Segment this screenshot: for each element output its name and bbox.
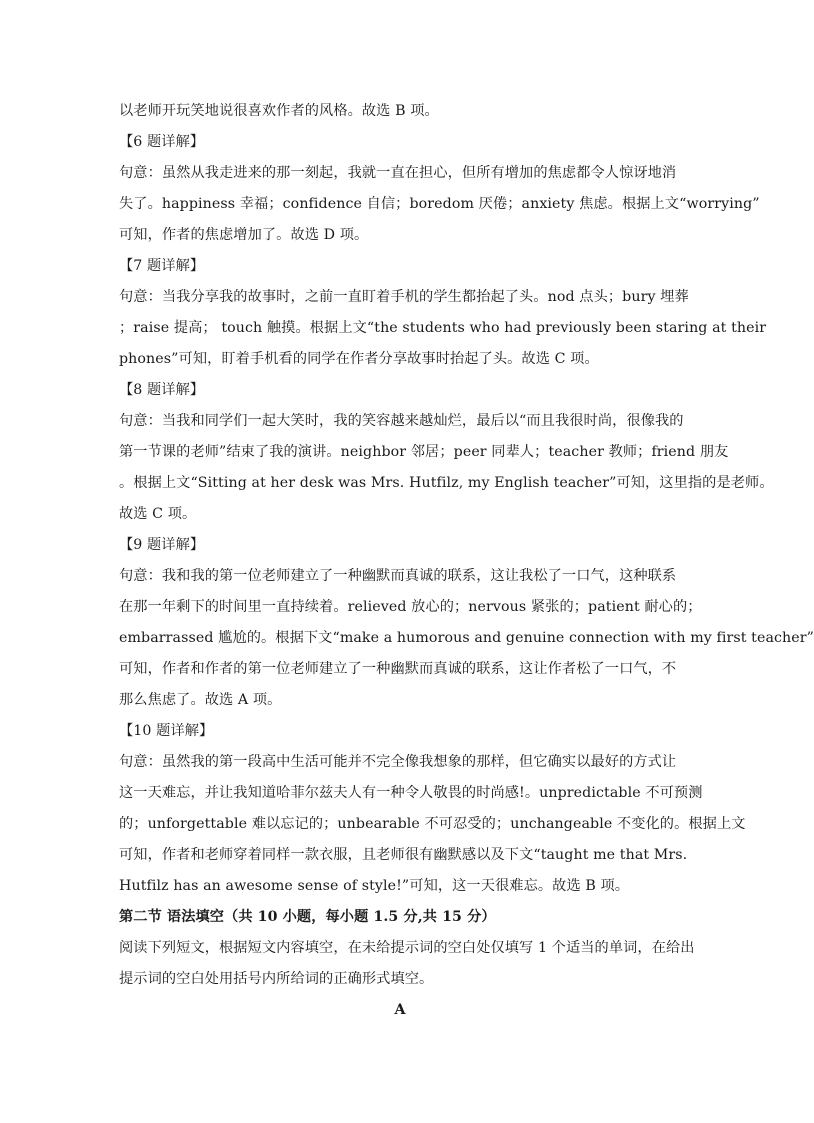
text-line: 。根据上文“Sitting at her desk was Mrs. Hutfilz, my English teacher”可知，这里指的是老师。 bbox=[119, 475, 774, 491]
passage-label: A bbox=[394, 1002, 406, 1018]
text-line: 故选 C 项。 bbox=[119, 506, 197, 522]
instruction-line: 提示词的空白处用括号内所给词的正确形式填空。 bbox=[119, 971, 434, 987]
instruction-line: 阅读下列短文，根据短文内容填空，在未给提示词的空白处仅填写 1 个适当的单词，在给出 bbox=[119, 940, 695, 956]
text-line: 句意：当我分享我的故事时，之前一直盯着手机的学生都抬起了头。nod 点头；bury 埋葬 bbox=[119, 289, 689, 305]
document-page bbox=[119, 96, 814, 1026]
text-line: 可知，作者和老师穿着同样一款衣服，且老师很有幽默感以及下文“taught me that Mrs. bbox=[119, 847, 688, 863]
text-line: 那么焦虑了。故选 A 项。 bbox=[119, 692, 282, 708]
text-line: 句意：我和我的第一位老师建立了一种幽默而真诚的联系，这让我松了一口气，这种联系 bbox=[119, 568, 677, 584]
text-line: 句意：虽然从我走进来的那一刻起，我就一直在担心，但所有增加的焦虑都令人惊讶地消 bbox=[119, 165, 677, 181]
section-heading: 【8 题详解】 bbox=[119, 382, 205, 398]
text-line: embarrassed 尴尬的。根据下文“make a humorous and genuine connection with my first teacher” bbox=[119, 630, 814, 646]
section-heading: 【9 题详解】 bbox=[119, 537, 205, 553]
text-line: 可知，作者和作者的第一位老师建立了一种幽默而真诚的联系，这让作者松了一口气，不 bbox=[119, 661, 677, 677]
text-line: Hutfilz has an awesome sense of style!”可知，这一天很难忘。故选 B 项。 bbox=[119, 878, 630, 894]
text-line: 失了。happiness 幸福；confidence 自信；boredom 厌倦；anxiety 焦虑。根据上文“worrying” bbox=[119, 196, 760, 212]
text-line: 句意：虽然我的第一段高中生活可能并不完全像我想象的那样，但它确实以最好的方式让 bbox=[119, 754, 677, 770]
section-heading: 【7 题详解】 bbox=[119, 258, 205, 274]
text-line: ；raise 提高； touch 触摸。根据上文“the students who had previously been staring at their bbox=[119, 320, 767, 336]
text-line: 这一天难忘，并让我知道哈菲尔兹夫人有一种令人敬畏的时尚感!。unpredictable 不可预测 bbox=[119, 785, 703, 801]
text-line: 以老师开玩笑地说很喜欢作者的风格。故选 B 项。 bbox=[119, 103, 439, 119]
text-line: 的；unforgettable 难以忘记的；unbearable 不可忍受的；unchangeable 不变化的。根据上文 bbox=[119, 816, 746, 832]
section-heading: 【6 题详解】 bbox=[119, 134, 205, 150]
text-line: 在那一年剩下的时间里一直持续着。relieved 放心的；nervous 紧张的；patient 耐心的； bbox=[119, 599, 702, 615]
text-line: 可知，作者的焦虑增加了。故选 D 项。 bbox=[119, 227, 369, 243]
part-heading: 第二节 语法填空（共 10 小题，每小题 1.5 分,共 15 分） bbox=[119, 909, 496, 925]
text-line: 句意：当我和同学们一起大笑时，我的笑容越来越灿烂，最后以“而且我很时尚，很像我的 bbox=[119, 413, 684, 429]
section-heading: 【10 题详解】 bbox=[119, 723, 214, 739]
text-line: 第一节课的老师”结束了我的演讲。neighbor 邻居；peer 同辈人；teacher 教师；friend 朋友 bbox=[119, 444, 729, 460]
text-line: phones”可知，盯着手机看的同学在作者分享故事时抬起了头。故选 C 项。 bbox=[119, 351, 599, 367]
